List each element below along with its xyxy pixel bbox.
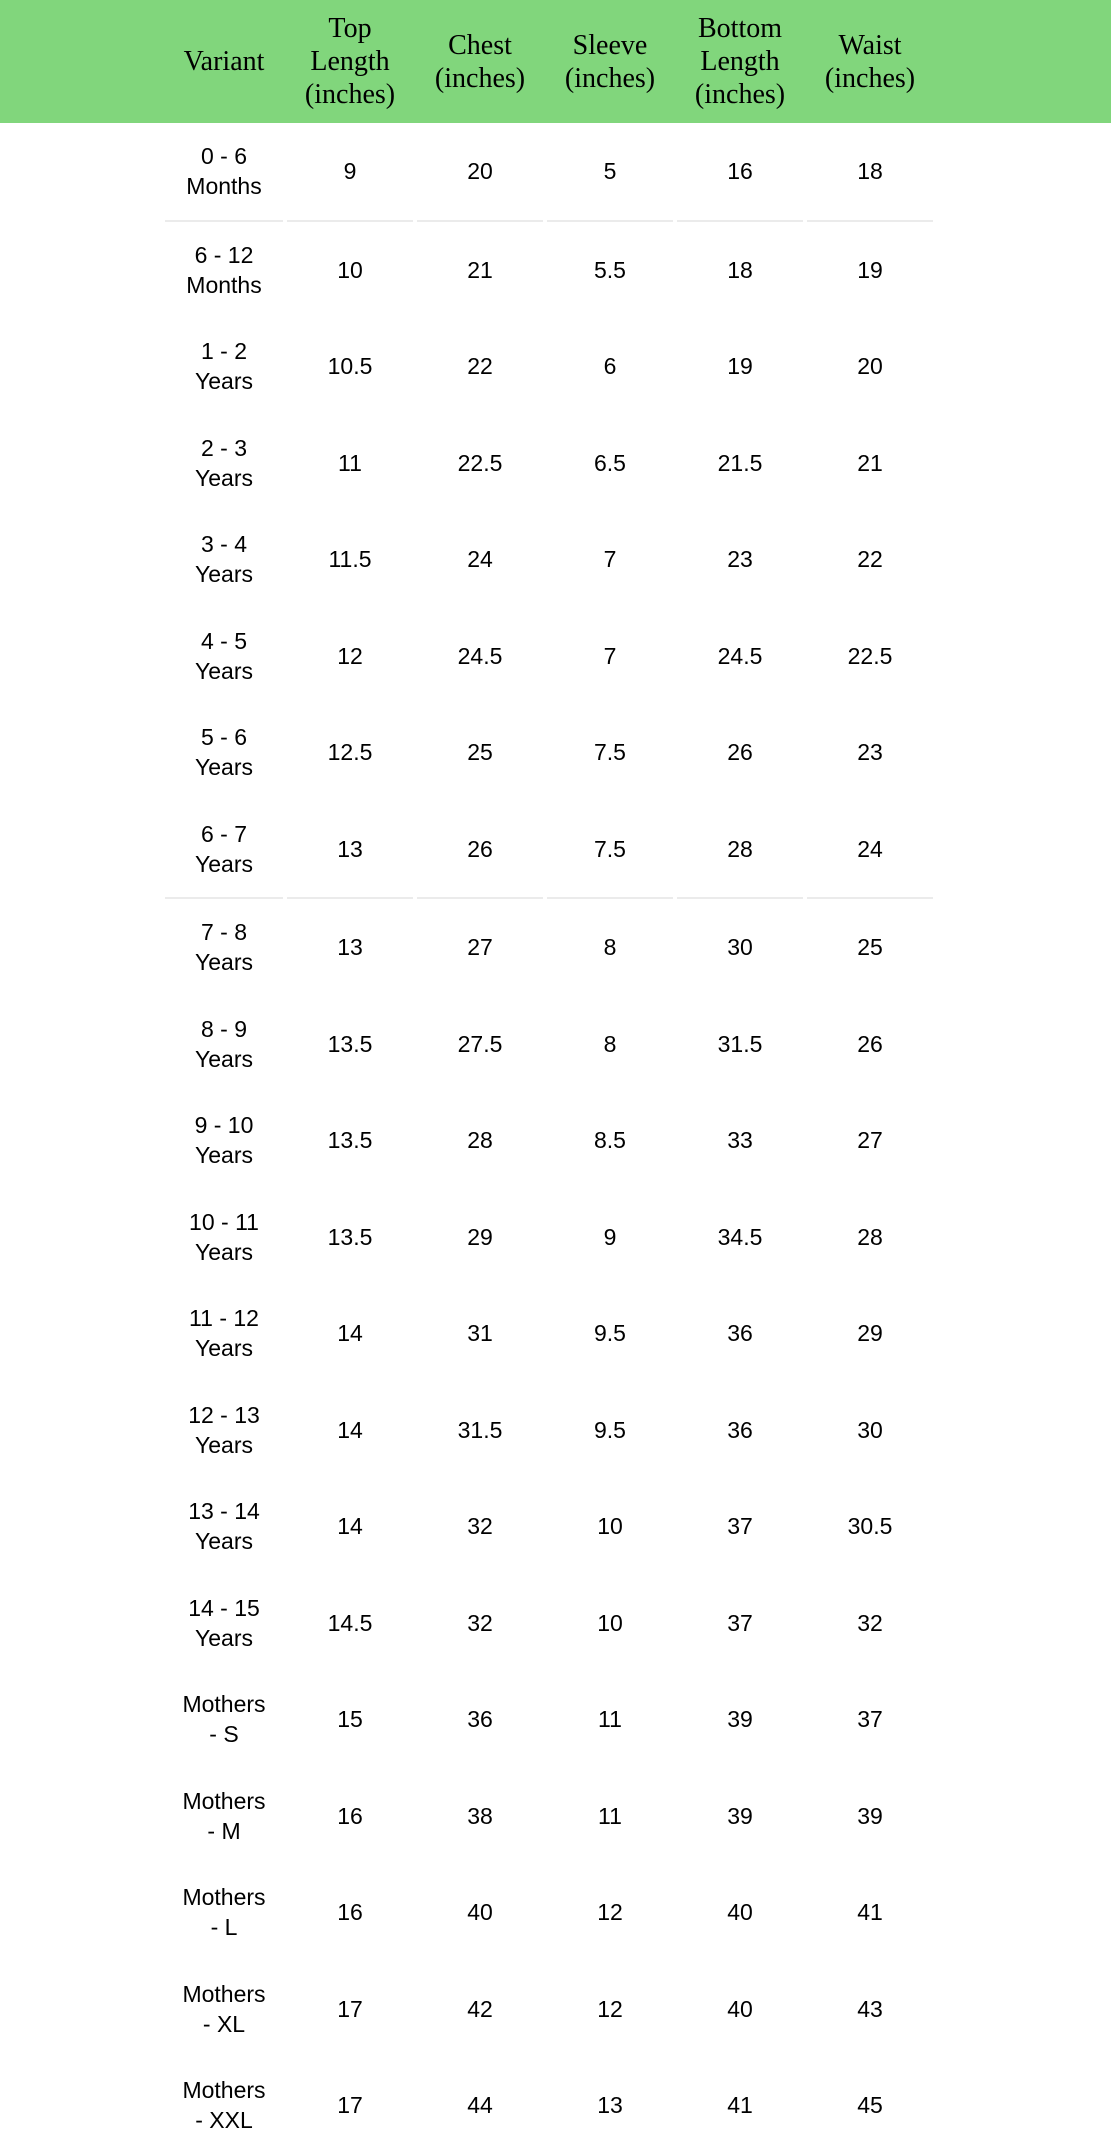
value-cell xyxy=(677,511,803,608)
variant-cell xyxy=(165,2057,283,2154)
value-cell xyxy=(287,222,413,319)
value-text: 23 xyxy=(727,546,753,573)
value-text: 25 xyxy=(857,934,883,961)
table-row xyxy=(165,318,933,415)
table-row xyxy=(165,123,933,222)
value-text: 37 xyxy=(857,1706,883,1733)
value-cell xyxy=(807,415,933,512)
value-cell xyxy=(417,415,543,512)
value-cell xyxy=(417,1092,543,1189)
value-text: 9 xyxy=(603,1223,617,1250)
value-text: 10 xyxy=(597,1513,623,1540)
value-cell xyxy=(807,996,933,1093)
value-text: 16 xyxy=(337,1899,363,1926)
value-cell xyxy=(547,1575,673,1672)
value-cell xyxy=(547,801,673,900)
value-text: 18 xyxy=(727,256,753,283)
value-text: 21 xyxy=(467,256,493,283)
value-cell xyxy=(417,899,543,996)
value-cell xyxy=(547,222,673,319)
variant-label: 13 - 14 Years xyxy=(188,1498,260,1555)
table-row xyxy=(165,704,933,801)
value-cell xyxy=(287,2057,413,2154)
variant-cell xyxy=(165,996,283,1093)
value-text: 13.5 xyxy=(327,1127,373,1154)
value-text: 6 xyxy=(603,353,617,380)
value-text: 8.5 xyxy=(594,1127,626,1154)
variant-cell xyxy=(165,123,283,222)
value-text: 8 xyxy=(603,1030,617,1057)
variant-label: 0 - 6 Months xyxy=(186,143,262,200)
value-cell xyxy=(287,1189,413,1286)
value-text: 28 xyxy=(467,1127,493,1154)
variant-label: 3 - 4 Years xyxy=(195,531,253,588)
value-text: 19 xyxy=(727,353,753,380)
value-text: 32 xyxy=(467,1513,493,1540)
table-row xyxy=(165,1768,933,1865)
value-cell xyxy=(677,1092,803,1189)
value-cell xyxy=(807,1961,933,2058)
value-text: 22 xyxy=(467,353,493,380)
value-text: 10.5 xyxy=(327,353,373,380)
value-cell xyxy=(417,1285,543,1382)
value-cell xyxy=(677,1478,803,1575)
variant-label: 11 - 12 Years xyxy=(189,1305,259,1362)
value-text: 36 xyxy=(727,1320,753,1347)
value-text: 17 xyxy=(337,2092,363,2119)
table-row xyxy=(165,1961,933,2058)
value-text: 27.5 xyxy=(457,1030,503,1057)
value-cell xyxy=(677,1961,803,2058)
value-text: 40 xyxy=(727,1899,753,1926)
value-cell xyxy=(807,1864,933,1961)
value-cell xyxy=(677,996,803,1093)
value-cell xyxy=(677,1864,803,1961)
value-cell xyxy=(807,1768,933,1865)
value-text: 20 xyxy=(857,353,883,380)
variant-cell xyxy=(165,1382,283,1479)
variant-label: 9 - 10 Years xyxy=(194,1112,254,1169)
variant-label: 6 - 12 Months xyxy=(186,241,262,298)
value-cell xyxy=(547,123,673,222)
variant-cell xyxy=(165,318,283,415)
variant-label: Mothers - L xyxy=(182,1884,266,1941)
value-text: 24.5 xyxy=(457,642,503,669)
variant-label: 1 - 2 Years xyxy=(195,338,253,395)
column-header-4: Bottom Length (inches) xyxy=(694,13,786,110)
value-cell xyxy=(417,318,543,415)
value-cell xyxy=(677,1575,803,1672)
value-text: 39 xyxy=(727,1706,753,1733)
value-cell xyxy=(547,2057,673,2154)
variant-label: 14 - 15 Years xyxy=(188,1594,260,1651)
value-text: 27 xyxy=(467,934,493,961)
value-cell xyxy=(677,704,803,801)
value-text: 15 xyxy=(337,1706,363,1733)
value-cell xyxy=(547,318,673,415)
value-cell xyxy=(417,996,543,1093)
variant-label: Mothers - XXL xyxy=(182,2077,266,2134)
size-chart-table xyxy=(161,0,937,2154)
table-row xyxy=(165,608,933,705)
variant-label: Mothers - XL xyxy=(182,1980,266,2037)
value-text: 16 xyxy=(337,1802,363,1829)
value-cell xyxy=(417,1382,543,1479)
value-text: 10 xyxy=(337,256,363,283)
variant-cell xyxy=(165,1575,283,1672)
value-text: 25 xyxy=(467,739,493,766)
value-cell xyxy=(807,608,933,705)
value-text: 30.5 xyxy=(847,1513,893,1540)
value-cell xyxy=(677,222,803,319)
value-cell xyxy=(677,1768,803,1865)
value-text: 18 xyxy=(857,158,883,185)
value-cell xyxy=(417,1478,543,1575)
value-cell xyxy=(807,1478,933,1575)
value-text: 16 xyxy=(727,158,753,185)
variant-cell xyxy=(165,1285,283,1382)
value-cell xyxy=(807,123,933,222)
variant-cell xyxy=(165,511,283,608)
header-row xyxy=(165,0,933,123)
value-cell xyxy=(417,704,543,801)
value-cell xyxy=(807,1575,933,1672)
value-cell xyxy=(287,1478,413,1575)
value-text: 11 xyxy=(598,1706,622,1733)
value-cell xyxy=(807,1092,933,1189)
variant-cell xyxy=(165,1092,283,1189)
value-cell xyxy=(287,1671,413,1768)
value-text: 5 xyxy=(603,158,617,185)
value-cell xyxy=(287,704,413,801)
value-cell xyxy=(677,415,803,512)
column-header-2: Chest (inches) xyxy=(434,29,526,94)
value-cell xyxy=(677,899,803,996)
variant-label: 7 - 8 Years xyxy=(195,919,253,976)
value-text: 42 xyxy=(467,1995,493,2022)
table-row xyxy=(165,801,933,900)
value-text: 6.5 xyxy=(594,449,626,476)
variant-cell xyxy=(165,222,283,319)
table-row xyxy=(165,1671,933,1768)
table-row xyxy=(165,1285,933,1382)
value-cell xyxy=(807,318,933,415)
variant-cell xyxy=(165,899,283,996)
value-text: 21 xyxy=(857,449,883,476)
value-cell xyxy=(287,511,413,608)
value-text: 12 xyxy=(597,1899,623,1926)
value-cell xyxy=(547,1189,673,1286)
value-cell xyxy=(417,123,543,222)
variant-label: 8 - 9 Years xyxy=(195,1015,253,1072)
value-text: 12.5 xyxy=(327,739,373,766)
value-cell xyxy=(287,899,413,996)
variant-label: 5 - 6 Years xyxy=(195,724,253,781)
value-text: 7.5 xyxy=(594,739,626,766)
value-text: 36 xyxy=(467,1706,493,1733)
value-text: 13.5 xyxy=(327,1223,373,1250)
value-cell xyxy=(547,1092,673,1189)
value-text: 26 xyxy=(727,739,753,766)
column-header-5: Waist (inches) xyxy=(824,29,916,94)
value-cell xyxy=(677,123,803,222)
value-cell xyxy=(417,511,543,608)
value-text: 28 xyxy=(727,835,753,862)
value-text: 14 xyxy=(337,1416,363,1443)
value-text: 12 xyxy=(337,642,363,669)
value-text: 19 xyxy=(857,256,883,283)
value-text: 26 xyxy=(857,1030,883,1057)
variant-cell xyxy=(165,608,283,705)
value-cell xyxy=(677,318,803,415)
value-cell xyxy=(547,899,673,996)
value-text: 9.5 xyxy=(594,1416,626,1443)
variant-label: Mothers - M xyxy=(182,1787,266,1844)
value-text: 39 xyxy=(727,1802,753,1829)
table-body xyxy=(165,123,933,2154)
variant-label: 2 - 3 Years xyxy=(195,434,253,491)
table-row xyxy=(165,222,933,319)
value-cell xyxy=(807,1285,933,1382)
value-text: 17 xyxy=(337,1995,363,2022)
value-text: 14.5 xyxy=(327,1609,373,1636)
value-text: 12 xyxy=(597,1995,623,2022)
value-cell xyxy=(417,1768,543,1865)
value-cell xyxy=(287,1768,413,1865)
value-text: 39 xyxy=(857,1802,883,1829)
value-text: 32 xyxy=(467,1609,493,1636)
table-row xyxy=(165,1382,933,1479)
value-cell xyxy=(417,1189,543,1286)
value-cell xyxy=(807,2057,933,2154)
value-cell xyxy=(677,1285,803,1382)
table-row xyxy=(165,1092,933,1189)
value-text: 41 xyxy=(857,1899,883,1926)
value-cell xyxy=(677,1382,803,1479)
value-cell xyxy=(287,1864,413,1961)
value-text: 7.5 xyxy=(594,835,626,862)
value-text: 28 xyxy=(857,1223,883,1250)
value-cell xyxy=(417,1575,543,1672)
value-text: 40 xyxy=(727,1995,753,2022)
value-text: 33 xyxy=(727,1127,753,1154)
value-cell xyxy=(287,801,413,900)
value-cell xyxy=(677,1189,803,1286)
value-cell xyxy=(807,1382,933,1479)
value-cell xyxy=(677,1671,803,1768)
column-header-0: Variant xyxy=(183,46,265,77)
table-row xyxy=(165,1575,933,1672)
value-cell xyxy=(287,996,413,1093)
variant-label: 6 - 7 Years xyxy=(195,820,253,877)
table-row xyxy=(165,996,933,1093)
value-cell xyxy=(677,608,803,705)
value-text: 13 xyxy=(337,934,363,961)
value-text: 7 xyxy=(603,546,617,573)
value-text: 29 xyxy=(857,1320,883,1347)
value-cell xyxy=(417,608,543,705)
value-text: 10 xyxy=(597,1609,623,1636)
value-text: 24 xyxy=(857,835,883,862)
value-text: 45 xyxy=(857,2092,883,2119)
table-row xyxy=(165,1189,933,1286)
value-text: 41 xyxy=(727,2092,753,2119)
value-text: 29 xyxy=(467,1223,493,1250)
value-text: 13.5 xyxy=(327,1030,373,1057)
table-row xyxy=(165,899,933,996)
value-text: 32 xyxy=(857,1609,883,1636)
value-text: 31.5 xyxy=(457,1416,503,1443)
value-text: 11 xyxy=(598,1802,622,1829)
value-cell xyxy=(547,704,673,801)
value-cell xyxy=(417,2057,543,2154)
value-text: 31 xyxy=(467,1320,493,1347)
value-cell xyxy=(547,1768,673,1865)
value-text: 24.5 xyxy=(717,642,763,669)
value-text: 30 xyxy=(857,1416,883,1443)
value-text: 20 xyxy=(467,158,493,185)
value-cell xyxy=(287,1575,413,1672)
value-text: 37 xyxy=(727,1609,753,1636)
variant-cell xyxy=(165,1961,283,2058)
value-text: 24 xyxy=(467,546,493,573)
value-text: 13 xyxy=(597,2092,623,2119)
value-cell xyxy=(547,1671,673,1768)
variant-label: 12 - 13 Years xyxy=(188,1401,260,1458)
table-row xyxy=(165,1478,933,1575)
value-cell xyxy=(547,1478,673,1575)
value-cell xyxy=(677,801,803,900)
value-text: 9.5 xyxy=(594,1320,626,1347)
table-row xyxy=(165,1864,933,1961)
value-text: 30 xyxy=(727,934,753,961)
value-cell xyxy=(547,996,673,1093)
value-cell xyxy=(807,1671,933,1768)
variant-cell xyxy=(165,1478,283,1575)
value-cell xyxy=(287,415,413,512)
value-cell xyxy=(417,1961,543,2058)
table-row xyxy=(165,2057,933,2154)
value-cell xyxy=(417,1671,543,1768)
value-text: 8 xyxy=(603,934,617,961)
variant-cell xyxy=(165,1768,283,1865)
value-text: 14 xyxy=(337,1320,363,1347)
value-cell xyxy=(547,415,673,512)
value-cell xyxy=(807,1189,933,1286)
value-text: 40 xyxy=(467,1899,493,1926)
value-cell xyxy=(547,1961,673,2058)
value-text: 31.5 xyxy=(717,1030,763,1057)
value-cell xyxy=(287,608,413,705)
table-row xyxy=(165,415,933,512)
variant-label: 4 - 5 Years xyxy=(195,627,253,684)
value-cell xyxy=(807,899,933,996)
table-row xyxy=(165,511,933,608)
value-cell xyxy=(807,704,933,801)
column-header-1: Top Length (inches) xyxy=(304,13,396,110)
value-text: 14 xyxy=(337,1513,363,1540)
value-text: 26 xyxy=(467,835,493,862)
value-text: 27 xyxy=(857,1127,883,1154)
value-cell xyxy=(417,1864,543,1961)
value-text: 5.5 xyxy=(594,256,626,283)
value-cell xyxy=(807,801,933,900)
value-cell xyxy=(547,511,673,608)
variant-cell xyxy=(165,1864,283,1961)
value-text: 22.5 xyxy=(847,642,893,669)
value-text: 34.5 xyxy=(717,1223,763,1250)
value-text: 37 xyxy=(727,1513,753,1540)
value-cell xyxy=(287,1285,413,1382)
value-text: 21.5 xyxy=(717,449,763,476)
value-cell xyxy=(547,1382,673,1479)
value-text: 38 xyxy=(467,1802,493,1829)
value-text: 36 xyxy=(727,1416,753,1443)
value-cell xyxy=(547,1285,673,1382)
value-cell xyxy=(677,2057,803,2154)
variant-cell xyxy=(165,704,283,801)
variant-cell xyxy=(165,1189,283,1286)
value-cell xyxy=(547,608,673,705)
variant-label: 10 - 11 Years xyxy=(189,1208,259,1265)
value-cell xyxy=(287,1092,413,1189)
value-cell xyxy=(417,222,543,319)
value-text: 7 xyxy=(603,642,617,669)
variant-cell xyxy=(165,415,283,512)
value-cell xyxy=(287,1961,413,2058)
value-text: 43 xyxy=(857,1995,883,2022)
value-text: 13 xyxy=(337,835,363,862)
value-cell xyxy=(287,1382,413,1479)
value-text: 22.5 xyxy=(457,449,503,476)
column-header-3: Sleeve (inches) xyxy=(564,29,656,94)
value-cell xyxy=(807,511,933,608)
value-text: 22 xyxy=(857,546,883,573)
value-text: 9 xyxy=(343,158,357,185)
value-cell xyxy=(547,1864,673,1961)
value-cell xyxy=(287,318,413,415)
value-text: 23 xyxy=(857,739,883,766)
value-text: 11.5 xyxy=(328,546,372,573)
value-cell xyxy=(287,123,413,222)
value-text: 11 xyxy=(338,449,362,476)
value-cell xyxy=(417,801,543,900)
variant-cell xyxy=(165,801,283,900)
value-text: 44 xyxy=(467,2092,493,2119)
variant-cell xyxy=(165,1671,283,1768)
value-cell xyxy=(807,222,933,319)
variant-label: Mothers - S xyxy=(182,1691,266,1748)
